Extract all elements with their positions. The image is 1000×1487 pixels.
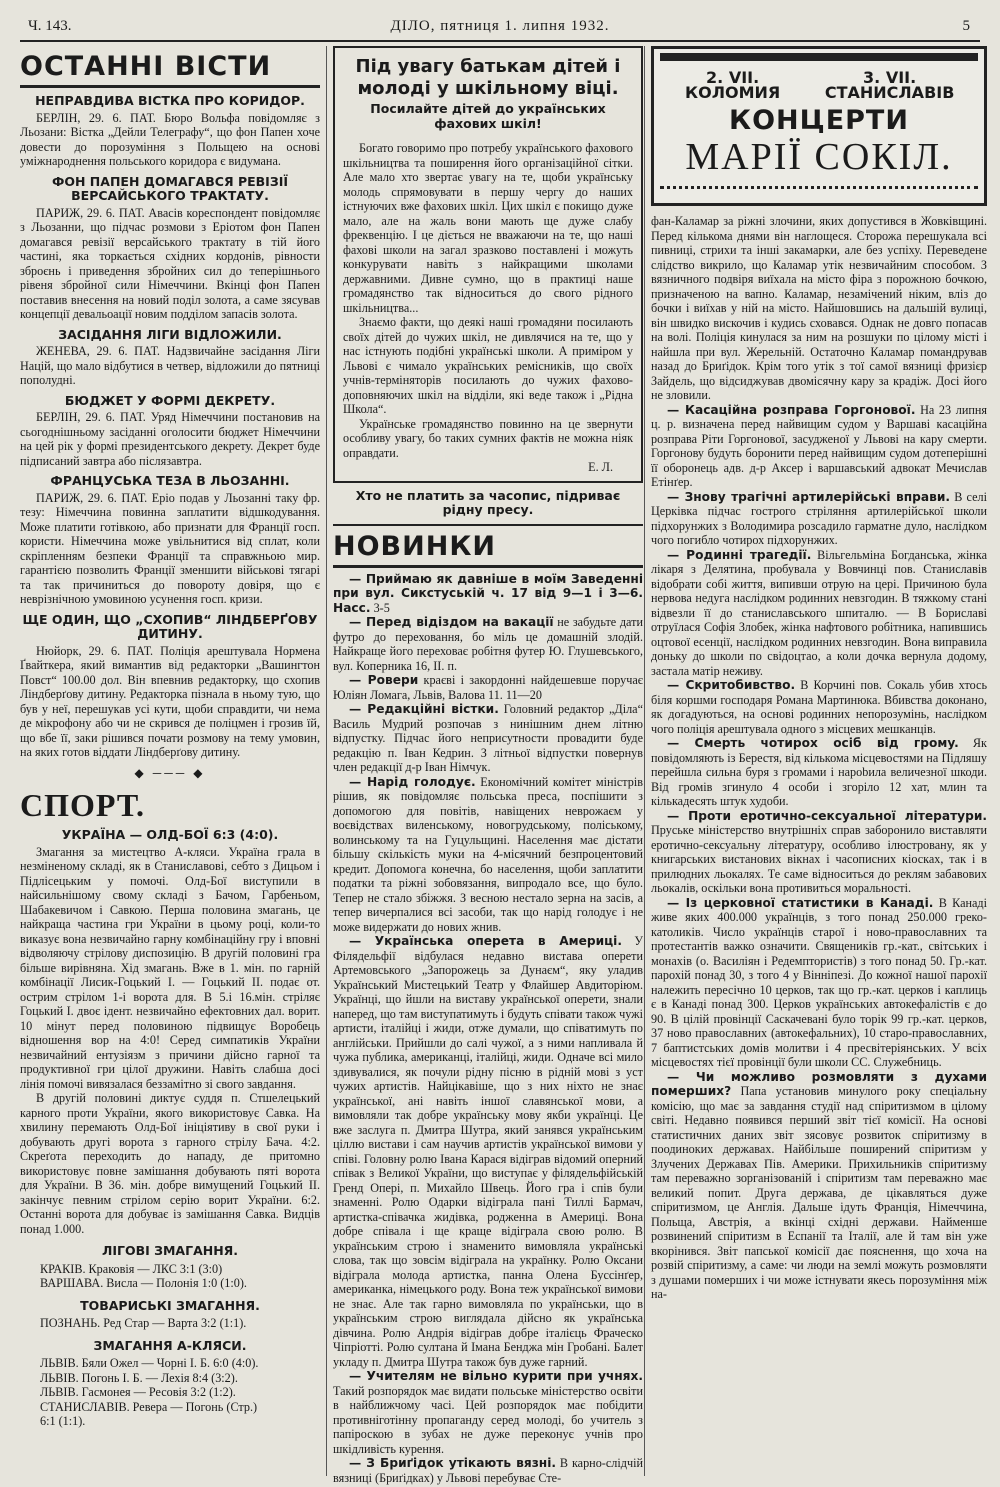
news-item xyxy=(651,490,987,548)
news-headline: ЩЕ ОДИН, ЩО „СХОПИВ“ ЛІНДБЕРҐОВУ ДИТИНУ. xyxy=(22,611,318,641)
league-heading: ТОВАРИСЬКІ ЗМАГАННЯ. xyxy=(80,1297,260,1313)
column-right xyxy=(644,46,987,1476)
news-item-text: В карно-слідчій вязниці (Бриґідках) у Львові перебуває Сте- xyxy=(333,1456,643,1485)
notice-box xyxy=(333,46,643,483)
continued-paragraph: фан-Каламар за ріжні злочини, яких допустився в Жовківщині. Перед кількома днями він наглощеся. Сторожа перешукала всі пивниці, стрихи та інші закамарки, але без успіху. Переведене слідство викрило, що Каламар утік незвичайним способом. З вязничного подвіря виїхала на місто фіра з порожною бочкою, призначеною на вапно. Каламар, незамічений ніким, вліз до бочки і виїхав у ній на місто. Найшовшись на дальшій вулиці, він швидко вискочив і кудись сховався. Однак не довго попасав на волі. Поліція кинулася за ним на розшуки по цілому місті і найшла при вул. Жерельній. Остаточно Каламар помандрував назад до Бриґідок. Крім того утік з тої самої вязниці фризієр Зайдель, що відсиджував двомісячну кару за крадіж. Досі його не зловили. xyxy=(651,214,987,402)
notice-signature: Е. Л. xyxy=(588,460,613,474)
league-results xyxy=(20,1244,320,1429)
notice-title: Під увагу батькам дітей і молоді у шкільному віці. xyxy=(355,56,621,99)
column-middle xyxy=(326,46,643,1485)
news-item-lead: — Ровери xyxy=(349,673,419,687)
news-item-lead: — Знову трагічні артилерійські вправи. xyxy=(667,489,950,504)
news-item xyxy=(333,934,643,1369)
news-item-text: В Канаді живе яких 400.000 українців, з того понад 250.000 греко-католиків. Число українців старої і ново-православних та протестантів важко означити. Священиків гр.-кат., світських і монахів (о. Василіян і Редемптористів) з того понад 50. Гр.-кат. парохій понад 30, з того 4 у Вінніпезі. До кожної нашої парохії належить пересічно 10 церков, так що гр.-кат. церков і каплиць є в Канаді понад 300. Церков українських автокефалістів є до 90. В цілій провінції Саскачевані було торік 99 гр.-кат. церков, 37 ново православних (автокефальних), 10 старо-православних, 7 баптистських домів молитви і 4 пресвітеріянських. У всіх місцевостях тієї провінції були школи СС. Служебниць. xyxy=(651,895,987,1069)
league-result: ЛЬВІВ. Бяли Ожел — Чорні I. Б. 6:0 (4:0). xyxy=(40,1356,259,1370)
news-headline: ФОН ПАПЕН ДОМАГАВСЯ РЕВІЗІЇ ВЕРСАЙСЬКОГО ТРАКТАТУ. xyxy=(51,173,289,203)
news-item xyxy=(333,1369,643,1456)
ad-dates xyxy=(660,53,978,102)
news-headline: БЮДЖЕТ У ФОРМІ ДЕКРЕТУ. xyxy=(64,392,276,408)
news-item xyxy=(651,548,987,679)
news-item-text: В Корчині пов. Сокаль убив хтось біля коршми господаря Романа Мартинюка. Вбивства доконано, як догадуються, на основі родинних непорозумінь, наслідком чого поліція арештувала одного з місцевих мешканців. xyxy=(651,678,987,736)
news-item-text: Пруське міністерство внутрішніх справ заборонило виставляти еротично-сексуальну літературу, особливо ілюстровану, як у книгарських вистанових вікнах і часописних кіосках, так і в прилюдних льокалях. Те саме відноситься до реклям забавових льокалів, оскільки вона противиться моральності. xyxy=(651,823,987,895)
news-item xyxy=(651,678,987,736)
news-item-lead: — Редакційні вістки. xyxy=(349,702,499,716)
news-item xyxy=(651,809,987,896)
page-number: 5 xyxy=(962,18,970,34)
news-item-lead: — Приймаю як давніше в моїм Заведенні при вул. Сикстуській ч. 17 від 9—1 і 3—6. Насс. xyxy=(333,571,643,615)
section-title-news: НОВИНКИ xyxy=(333,532,643,568)
news-paragraph: БЕРЛІН, 29. 6. ПАТ. Уряд Німеччини постановив на сьогоднішньому засіданні оголосити бюджет Німеччини на цей рік у формі президентського декрету. Декрет буде підписаний завтра або післязавтра. xyxy=(20,410,320,468)
section-title-sport: СПОРТ. xyxy=(20,787,145,823)
ad-ornament xyxy=(660,186,978,195)
notice-paragraph: Українське громадянство повинно на це звернути особливу увагу, бо таких сумних фактів не можна ніяк оправдати. xyxy=(343,416,633,460)
ad-performer: МАРІЇ СОКІЛ. xyxy=(685,136,953,178)
news-item-text: не забудьте дати футро до переховання, бо міль це домашній злодій. Найкраще його переховає робітня футер Ю. Глушевського, вул. Коперника 16, II. п. xyxy=(333,615,643,673)
news-paragraph: ПАРИЖ, 29. 6. ПАТ. Авасів кореспондент повідомляє з Льозанни, що підчас розмови з Ерiотом фон Папен домагався ревізії версайського трактату в тій його частині, яка торкається східних кордонів, рівности зброєнь і приведення збройних сил до теперішнього рівеня збройної сили Німеччини. Вкінці фон Папен поставив внесення на новий поділ золота, а саме зясував концепції девальоації новим подділом запасів золота. xyxy=(20,205,320,321)
news-paragraph: ПАРИЖ, 29. 6. ПАТ. Еріо подав у Льозанні таку фр. тезу: Німеччина повинна заплатити відшкодування. Може платити готівкою, або признати для Франції госп. користи. Німеччина може увільнитися від сплат, коли скріпленням безпеки Франції та справжньою мир. гарантією позволить Франції зменшити військові тягарі та так причиниться до повороту довіря, що є неврізнічною умовиною усунення госп. кризи. xyxy=(20,490,320,606)
news-item-lead: — Перед відіздом на вакації xyxy=(349,615,554,629)
column-left xyxy=(20,46,320,1476)
news-item xyxy=(333,615,643,673)
news-headline: НЕПРАВДИВА ВІСТКА ПРО КОРИДОР. xyxy=(35,93,305,108)
issue-number: Ч. 143. xyxy=(28,18,72,34)
news-items xyxy=(333,572,643,1486)
news-item xyxy=(333,775,643,935)
news-item-text: Вільгельміна Богданська, жінка лікаря з Делятина, пробувала у Вовчинці пов. Станиславів відобрати собі життя, випивши отрую на цері. Причиною була нервова недуга наслідком родинних невзгодин. В тяжкому стані відвезли її до станиславського шпиталю. — В Бориславі отруїлася Софія Злобек, жінка нафтового робітника, напившись оцтової есенції, наслідком родинних невзгодин. Вона виправила доньку до школи по свідоцтао, а коли дочка вернула додому, застала матір неживу. xyxy=(651,547,987,678)
section-title-latest-news: ОСТАННІ ВІСТИ xyxy=(20,52,320,88)
news-item-lead: — Чи можливо розмовляти з духами померших? xyxy=(651,1069,987,1098)
news-item-text: Економічний комітет міністрів рішив, як повідомляє польська преса, поспішити з допомогою для повітів, навіщених неврожаєм у воєвідствах виленському, новогрудському, поліському, волинському та на Гуцульщині. Населення має дістати більшу скількість муки на 4-місячний безпроцентовий кредит. Допомога конечна, бо населення, щоби заплатити податки та ріжні зобовязання, випродало все, що було. Тепер не стало збіжжя. З весною нестало зерна на засів, а тепер вичерпалися всі засоби, так що нарід голодує і не може видержати до нових жнив. xyxy=(333,774,643,934)
news-item xyxy=(651,736,987,809)
sport-headline: УКРАЇНА — ОЛД-БОЇ 6:3 (4:0). xyxy=(61,827,279,842)
news-item xyxy=(651,896,987,1070)
concert-advertisement xyxy=(651,46,987,206)
news-items-right xyxy=(651,403,987,1302)
league-heading: ЗМАГАННЯ А-КЛЯСИ. xyxy=(93,1337,247,1353)
news-headline: ЗАСІДАННЯ ЛІГИ ВІДЛОЖИЛИ. xyxy=(58,326,282,342)
news-item-lead: — З Бриґідок утікають вязні. xyxy=(349,1456,556,1470)
news-item-text: Папа установив минулого року спеціальну комісію, що має за завдання студії над спіритизмом в цілому світі. Недавно появився перший звіт тієї комісії. На основі статистичних даних звіт зясовує розвиток спіритизму в поодиноких державах. Найбільше поширений спіритизм у Злучених Державах Пів. Америки. Прихильників спіритизму там переважно зорганізованій і спіритизм там переважно має великий попит. Друга держава, де цікавляться дуже спіритизмом, це Англія. Дальше ідуть Франція, Німеччина, Польща, Австрія, а вкінці східні держави. Найменше розвинений спіритизм в Еспанії та Італії, але й там він уже вкорінився. Звіт папської комісії дає пояснення, що хоча на розвій спіритизму, а саме: чи люди на землі можуть розмовляти з душами померших і чи може істнувати якесь порозуміння між на- xyxy=(651,1084,987,1301)
league-result: 6:1 (1:1). xyxy=(40,1414,86,1428)
news-item-text: У Філядельфії відбулася недавно вистава оперети Артемовського „Запорожець за Дунаєм“, яку уладив Український Мистецький Театр у Флайшер Авдиторіюм. Українці, що йшли на виставу української оперети, знали наперед, що там виступатимуть і будуть співати також чужі артисти, італійці і жиди, отже думали, що співатимуть по англійськи. Прийшли до салі чужої, а з ними напливала й чужа публика, американці, італійці, жиди. Одначе всі мило здивувалися, як почули рідну пісню в рідній мові з уст чужих артистів. Найцікавіше, що з них ніхто не знає української, ані навіть іншої славянської мови, а вимовляли так добре українську мову якби українці. Це вже заслуга п. Дмитра Шутра, який занявся українським ціллю вистави і сам научив артистів української вимови у співі. Головну ролю Івана Карася відіграв відомий оперний співак з Великої України, що виступає у філядельфійській Гренд Опері, п. Михайло Швець. Його гра і спів були знаменні. Ролю Одарки відіграла пані Тиллі Бармач, артистка-співачка жидівка, родженна в Америці. Вона добре співала і ще краще відіграла свою ролю. В українським строю і знаменито вимовляла українські слова, так що зовсім відіграла на українку. Ролю Оксани відіграла молода артистка, панна Олена Буссінґер, американка, німецького роду. Вона теж української вимови не знає. Але так гарно вимовляла по українськи, що в українським строю виглядала дійсно як українська дівчина. Ролю Андрія відіграв добре італієць Фраческо Чіпріотті. Ролю султана й Імана Бенджа мін Гробані. Балет укладу п. Дмитра Шутра також був дуже гарний. xyxy=(333,934,643,1369)
news-item-text: Головний редактор „Діла“ Василь Мудрий розпочав з нинішним днем літню відпустку. Підчас його неприсутности провадити буде редакцію п. Іван Кедрин. З літньої відпустки повернув член редакції д-р Іван Німчук. xyxy=(333,702,643,774)
news-item-lead: — Скритобивство. xyxy=(667,678,796,692)
news-item-text: краєві і закордонні найдешевше поручає Юліян Ломага, Львів, Валова 11. 11—20 xyxy=(333,673,643,702)
paper-title-date: ДІЛО, пятниця 1. липня 1932. xyxy=(390,18,610,34)
news-item-lead: — Учителям не вільно курити при учнях. xyxy=(349,1369,643,1383)
news-item xyxy=(651,403,987,490)
divider: ◆ ─── ◆ xyxy=(134,765,206,780)
league-result: ЛЬВІВ. Гасмонея — Ресовія 3:2 (1:2). xyxy=(40,1385,236,1399)
news-item-text: 3-5 xyxy=(370,600,390,615)
league-result: КРАКІВ. Краковія — ЛКС 3:1 (3:0) xyxy=(40,1261,223,1276)
ad-date-right: 3. VII. СТАНИСЛАВІВ xyxy=(824,68,955,102)
news-item-lead: — Із церковної статистики в Канаді. xyxy=(667,895,934,910)
latest-news-list xyxy=(20,94,320,760)
news-paragraph: ЖЕНЕВА, 29. 6. ПАТ. Надзвичайне засідання Ліги Націй, що мало відбутися в четвер, відложили до пятниці пополудні. xyxy=(20,344,320,387)
press-note: Хто не платить за часопис, підриває рідну пресу. xyxy=(333,483,643,526)
news-paragraph: БЕРЛІН, 29. 6. ПАТ. Бюро Вольфа повідомляє з Льозани: Вістка „Дейли Телеграфу“, що фон Папен хоче довести до порозуміння з Польщею на основі уміжнароднення польського коридора є видумана. xyxy=(20,110,320,168)
news-paragraph: Нюйорк, 29. 6. ПАТ. Поліція арештувала Нормена Ґвайткера, який вимантив від редакторки „Вашингтон Повст“ 100.00 дол. Він впевнив редакторку, що схопив Ліндберґову дитину. Редакторка пізнала в ньому тую, що був у неї, перешукав усі кути, щоби справдити, чи нема де мікрофону або чи не скрився де поліцмен і грозив їй, що вбе її, заки рішився почати розмову на тему умовин, на яких готов віддати Ліндберґову дитину. xyxy=(20,643,320,759)
notice-paragraph: Знаємо факти, що деякі наші громадяни посилають своїх дітей до чужих шкіл, не дивлячися на те, що у нас істнують подібні українські школи. А приміром у Львові є чимало українських ремісників, що своїх учнів-терміняторів посилають до чужих фахово-доповняючих шкіл на відділи, які веде також і „Рідна Школа“. xyxy=(343,315,633,416)
ad-date-left: 2. VII. КОЛОМИЯ xyxy=(685,68,781,102)
league-result: СТАНИСЛАВІВ. Ревера — Погонь (Стр.) xyxy=(40,1399,258,1414)
news-item-lead: — Українська оперета в Америці. xyxy=(349,934,622,948)
notice-paragraph: Богато говоримо про потребу українського фахового шкільництва та поширення його організаційної сітки. Але мало хто звертає увагу на те, щоби українську молодь спрямовувати в першу чергу до наших істнуючих вже фахових шкіл. Цих шкіл є покищо дуже мало, але на жаль вони мають ще дуже слабу фреквенцію. І це діється не вважаючи на те, що наші фахові школи на загал зразково поставлені і можуть конкурувати навіть з найкращими школами державними. Дивне сумно, що в практиці наше громадянство так відноситься до свого рідного шкільництва... xyxy=(343,141,633,315)
league-heading: ЛІГОВІ ЗМАГАННЯ. xyxy=(101,1243,239,1258)
league-result: ЛЬВІВ. Погонь I. Б. — Лехія 8:4 (3:2). xyxy=(40,1370,238,1385)
news-item xyxy=(333,572,643,616)
news-item-text: Такий розпорядок має видати польське міністерство освіти в найближчому часі. Цей розпорядок має побідити противніготінну пропаганду серед молоді, бо учитель з папіроскою в зубах не дуже переконує учнів про шкідливість курення. xyxy=(333,1383,643,1456)
news-item-lead: — Смерть чотирох осіб від громy. xyxy=(667,736,959,750)
sport-paragraph: В другій половині диктує суддя п. Стшелецький карного проти України, якого використовує Савка. На хвилину перемають Олд-Бої ініціятиву в свої руки і добувають другі ворота з гарного стрілу Бача. 4:2. Скреґота переходить до нападу, де притомно використовує повне замішання добувають пяті ворота для України. В 36. мін. добре вимущений Гоцький II. закінчує певним стрілом серію ворит України. 6:2. Останні ворота для добуває із замішання Савка. Видців понад 1.000. xyxy=(20,1091,320,1236)
news-item-text: В селі Церківка підчас гострого стріляння артилерійської школи підхорунжих з Володимира розсадило гарматне дуло, наслідком чого погибло чотирох підхорунжих. xyxy=(651,489,987,547)
news-headline: ФРАНЦУСЬКА ТЕЗА В ЛЬОЗАННІ. xyxy=(50,473,290,488)
masthead xyxy=(20,16,980,42)
news-item xyxy=(333,673,643,702)
league-result: ВАРШАВА. Висла — Полонія 1:0 (1:0). xyxy=(40,1276,247,1290)
news-item-lead: — Нарід голодує. xyxy=(349,774,476,789)
news-item xyxy=(333,1456,643,1485)
news-item-text: Як повідомляють із Берестя, від кількома місцевостями на Підляшу перейшла сильна буря з громами і нарobила величезної шкоди. Від громів згинуло 4 особи і згоріло 12 хат, млин та кількадесять штук худоби. xyxy=(651,736,987,808)
notice-subtitle: Посилайте дітей до українських фахових шкіл! xyxy=(370,101,606,131)
sport-paragraph: Змагання за мистецтво А-кляси. Україна грала в незміненому складі, як в Станиславові, себто з Дицьом і Підлісецьким у помочі. Олд-Бої виступили в найсильнішому свому складі з Бачом, Гарбеньом, Шабакевичом і Савкою. Перша половина змагань, це найкраща частина гри України в цьому році, коли-то виказує вона незвичайно гарну комбінаційну гру і вповні відволяючу стрілову диспозицію. В другій половині гра більше вирівняна. Хід змагань. Вже в 1. мін. по гарній комбінації Лисик-Гоцький I. — Гоцький II. подає от. острим стрілом 1-і ворота для. В 5.і 16.мін. стріляє Гоцький I. двоє ідент. незвичайно ефектовних дал. ворит. 10 мінут перед половиною підвищує Воробець відношення вор на 4:0! Серед симпатиків України незвичайний ентузіязм з причини дійсно гарної та продуктивної гри цілої дружини. Навіть слабша досі лінія помочі вивязалася беззамітно зі свого завдання. xyxy=(20,844,320,1091)
news-item-text: На 23 липня ц. р. визначена перед найвищим судом у Варшаві касаційна розправа Ріти Горгонової, засудженої у Львові на кару смерти. Горгонову будуть боронити перед найвищим судом дотеперішні її оборонець адв. д-р Аксер і варшавський адвокат Мечислав Етінґер. xyxy=(651,402,987,489)
news-item-lead: — Проти еротично-сексуальної літератури. xyxy=(667,808,987,823)
league-result: ПОЗНАНЬ. Ред Стар — Варта 3:2 (1:1). xyxy=(40,1316,247,1330)
news-item-lead: — Касаційна розправа Горгонової. xyxy=(667,402,916,417)
news-item xyxy=(651,1070,987,1302)
ad-title: КОНЦЕРТИ xyxy=(729,105,909,136)
news-item-lead: — Родинні трагедії. xyxy=(667,547,812,562)
news-item xyxy=(333,702,643,775)
